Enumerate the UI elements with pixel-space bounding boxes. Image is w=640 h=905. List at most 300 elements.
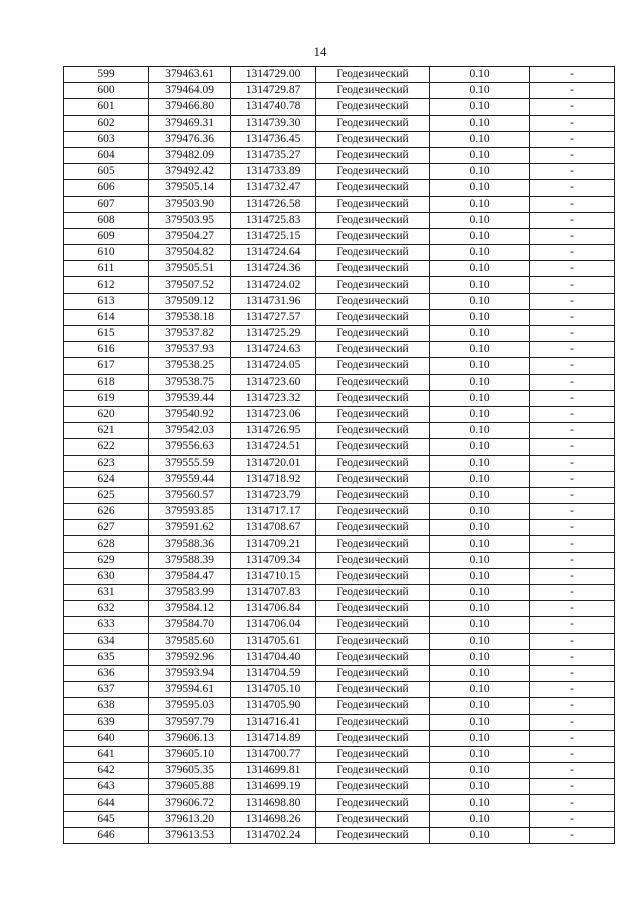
- y-coordinate-cell: 1314704.40: [231, 649, 316, 665]
- table-row: [64, 293, 615, 309]
- note-cell: -: [530, 196, 615, 212]
- accuracy-cell: 0.10: [430, 714, 530, 730]
- x-coordinate-cell: 379560.57: [149, 487, 231, 503]
- accuracy-cell: 0.10: [430, 390, 530, 406]
- y-coordinate-cell: 1314700.77: [231, 746, 316, 762]
- method-cell: Геодезический: [316, 309, 430, 325]
- point-number-cell: 607: [64, 196, 149, 212]
- table-row: [64, 261, 615, 277]
- method-cell: Геодезический: [316, 245, 430, 261]
- method-cell: Геодезический: [316, 811, 430, 827]
- x-coordinate-cell: 379593.85: [149, 504, 231, 520]
- y-coordinate-cell: 1314705.10: [231, 682, 316, 698]
- note-cell: -: [530, 698, 615, 714]
- method-cell: Геодезический: [316, 763, 430, 779]
- x-coordinate-cell: 379504.82: [149, 245, 231, 261]
- table-row: [64, 326, 615, 342]
- y-coordinate-cell: 1314702.24: [231, 827, 316, 843]
- x-coordinate-cell: 379584.70: [149, 617, 231, 633]
- y-coordinate-cell: 1314727.57: [231, 309, 316, 325]
- y-coordinate-cell: 1314704.59: [231, 665, 316, 681]
- accuracy-cell: 0.10: [430, 212, 530, 228]
- note-cell: -: [530, 164, 615, 180]
- table-row: [64, 277, 615, 293]
- method-cell: Геодезический: [316, 746, 430, 762]
- x-coordinate-cell: 379585.60: [149, 633, 231, 649]
- point-number-cell: 629: [64, 552, 149, 568]
- method-cell: Геодезический: [316, 682, 430, 698]
- table-row: [64, 633, 615, 649]
- x-coordinate-cell: 379605.88: [149, 779, 231, 795]
- y-coordinate-cell: 1314736.45: [231, 131, 316, 147]
- point-number-cell: 602: [64, 115, 149, 131]
- method-cell: Геодезический: [316, 115, 430, 131]
- accuracy-cell: 0.10: [430, 374, 530, 390]
- table-row: [64, 536, 615, 552]
- accuracy-cell: 0.10: [430, 196, 530, 212]
- accuracy-cell: 0.10: [430, 779, 530, 795]
- point-number-cell: 634: [64, 633, 149, 649]
- y-coordinate-cell: 1314720.01: [231, 455, 316, 471]
- note-cell: -: [530, 827, 615, 843]
- table-row: [64, 682, 615, 698]
- point-number-cell: 630: [64, 568, 149, 584]
- x-coordinate-cell: 379463.61: [149, 67, 231, 83]
- x-coordinate-cell: 379583.99: [149, 585, 231, 601]
- note-cell: -: [530, 147, 615, 163]
- coordinates-table: [63, 66, 615, 844]
- method-cell: Геодезический: [316, 779, 430, 795]
- accuracy-cell: 0.10: [430, 746, 530, 762]
- note-cell: -: [530, 811, 615, 827]
- x-coordinate-cell: 379482.09: [149, 147, 231, 163]
- note-cell: -: [530, 390, 615, 406]
- note-cell: -: [530, 601, 615, 617]
- method-cell: Геодезический: [316, 649, 430, 665]
- point-number-cell: 639: [64, 714, 149, 730]
- x-coordinate-cell: 379537.82: [149, 326, 231, 342]
- note-cell: -: [530, 277, 615, 293]
- y-coordinate-cell: 1314698.26: [231, 811, 316, 827]
- method-cell: Геодезический: [316, 99, 430, 115]
- y-coordinate-cell: 1314724.64: [231, 245, 316, 261]
- page-number: 14: [313, 44, 327, 59]
- method-cell: Геодезический: [316, 390, 430, 406]
- accuracy-cell: 0.10: [430, 730, 530, 746]
- point-number-cell: 599: [64, 67, 149, 83]
- method-cell: Геодезический: [316, 585, 430, 601]
- accuracy-cell: 0.10: [430, 115, 530, 131]
- y-coordinate-cell: 1314705.90: [231, 698, 316, 714]
- accuracy-cell: 0.10: [430, 552, 530, 568]
- table-row: [64, 665, 615, 681]
- x-coordinate-cell: 379593.94: [149, 665, 231, 681]
- method-cell: Геодезический: [316, 406, 430, 422]
- y-coordinate-cell: 1314733.89: [231, 164, 316, 180]
- note-cell: -: [530, 439, 615, 455]
- point-number-cell: 616: [64, 342, 149, 358]
- method-cell: Геодезический: [316, 504, 430, 520]
- point-number-cell: 601: [64, 99, 149, 115]
- point-number-cell: 633: [64, 617, 149, 633]
- accuracy-cell: 0.10: [430, 568, 530, 584]
- table-row: [64, 552, 615, 568]
- note-cell: -: [530, 504, 615, 520]
- method-cell: Геодезический: [316, 439, 430, 455]
- table-row: [64, 730, 615, 746]
- table-row: [64, 617, 615, 633]
- table-row: [64, 439, 615, 455]
- note-cell: -: [530, 682, 615, 698]
- x-coordinate-cell: 379613.20: [149, 811, 231, 827]
- y-coordinate-cell: 1314729.00: [231, 67, 316, 83]
- point-number-cell: 625: [64, 487, 149, 503]
- table-row: [64, 406, 615, 422]
- table-row: [64, 67, 615, 83]
- table-row: [64, 520, 615, 536]
- y-coordinate-cell: 1314725.83: [231, 212, 316, 228]
- y-coordinate-cell: 1314716.41: [231, 714, 316, 730]
- y-coordinate-cell: 1314723.79: [231, 487, 316, 503]
- y-coordinate-cell: 1314731.96: [231, 293, 316, 309]
- x-coordinate-cell: 379505.51: [149, 261, 231, 277]
- accuracy-cell: 0.10: [430, 487, 530, 503]
- x-coordinate-cell: 379559.44: [149, 471, 231, 487]
- note-cell: -: [530, 212, 615, 228]
- table-row: [64, 763, 615, 779]
- table-row: [64, 423, 615, 439]
- table-row: [64, 698, 615, 714]
- method-cell: Геодезический: [316, 277, 430, 293]
- note-cell: -: [530, 293, 615, 309]
- y-coordinate-cell: 1314724.63: [231, 342, 316, 358]
- y-coordinate-cell: 1314723.32: [231, 390, 316, 406]
- note-cell: -: [530, 520, 615, 536]
- table-row: [64, 115, 615, 131]
- method-cell: Геодезический: [316, 536, 430, 552]
- point-number-cell: 631: [64, 585, 149, 601]
- y-coordinate-cell: 1314699.19: [231, 779, 316, 795]
- note-cell: -: [530, 131, 615, 147]
- method-cell: Геодезический: [316, 374, 430, 390]
- point-number-cell: 624: [64, 471, 149, 487]
- x-coordinate-cell: 379538.25: [149, 358, 231, 374]
- note-cell: -: [530, 649, 615, 665]
- accuracy-cell: 0.10: [430, 698, 530, 714]
- table-row: [64, 390, 615, 406]
- table-row: [64, 568, 615, 584]
- accuracy-cell: 0.10: [430, 131, 530, 147]
- note-cell: -: [530, 245, 615, 261]
- point-number-cell: 612: [64, 277, 149, 293]
- y-coordinate-cell: 1314735.27: [231, 147, 316, 163]
- point-number-cell: 646: [64, 827, 149, 843]
- y-coordinate-cell: 1314732.47: [231, 180, 316, 196]
- x-coordinate-cell: 379584.47: [149, 568, 231, 584]
- point-number-cell: 645: [64, 811, 149, 827]
- point-number-cell: 609: [64, 228, 149, 244]
- y-coordinate-cell: 1314725.15: [231, 228, 316, 244]
- accuracy-cell: 0.10: [430, 326, 530, 342]
- accuracy-cell: 0.10: [430, 585, 530, 601]
- y-coordinate-cell: 1314698.80: [231, 795, 316, 811]
- table-row: [64, 164, 615, 180]
- x-coordinate-cell: 379476.36: [149, 131, 231, 147]
- accuracy-cell: 0.10: [430, 245, 530, 261]
- method-cell: Геодезический: [316, 196, 430, 212]
- accuracy-cell: 0.10: [430, 423, 530, 439]
- x-coordinate-cell: 379588.36: [149, 536, 231, 552]
- accuracy-cell: 0.10: [430, 342, 530, 358]
- accuracy-cell: 0.10: [430, 811, 530, 827]
- method-cell: Геодезический: [316, 67, 430, 83]
- accuracy-cell: 0.10: [430, 83, 530, 99]
- point-number-cell: 614: [64, 309, 149, 325]
- y-coordinate-cell: 1314729.87: [231, 83, 316, 99]
- point-number-cell: 613: [64, 293, 149, 309]
- accuracy-cell: 0.10: [430, 164, 530, 180]
- x-coordinate-cell: 379613.53: [149, 827, 231, 843]
- x-coordinate-cell: 379542.03: [149, 423, 231, 439]
- point-number-cell: 600: [64, 83, 149, 99]
- y-coordinate-cell: 1314723.60: [231, 374, 316, 390]
- point-number-cell: 603: [64, 131, 149, 147]
- x-coordinate-cell: 379538.75: [149, 374, 231, 390]
- method-cell: Геодезический: [316, 552, 430, 568]
- accuracy-cell: 0.10: [430, 601, 530, 617]
- table-row: [64, 147, 615, 163]
- y-coordinate-cell: 1314706.84: [231, 601, 316, 617]
- x-coordinate-cell: 379537.93: [149, 342, 231, 358]
- note-cell: -: [530, 83, 615, 99]
- x-coordinate-cell: 379503.95: [149, 212, 231, 228]
- accuracy-cell: 0.10: [430, 649, 530, 665]
- point-number-cell: 636: [64, 665, 149, 681]
- accuracy-cell: 0.10: [430, 99, 530, 115]
- point-number-cell: 643: [64, 779, 149, 795]
- y-coordinate-cell: 1314705.61: [231, 633, 316, 649]
- note-cell: -: [530, 487, 615, 503]
- note-cell: -: [530, 309, 615, 325]
- note-cell: -: [530, 552, 615, 568]
- note-cell: -: [530, 261, 615, 277]
- note-cell: -: [530, 342, 615, 358]
- y-coordinate-cell: 1314708.67: [231, 520, 316, 536]
- x-coordinate-cell: 379507.52: [149, 277, 231, 293]
- note-cell: -: [530, 180, 615, 196]
- table-row: [64, 601, 615, 617]
- x-coordinate-cell: 379606.72: [149, 795, 231, 811]
- table-row: [64, 455, 615, 471]
- method-cell: Геодезический: [316, 698, 430, 714]
- method-cell: Геодезический: [316, 633, 430, 649]
- accuracy-cell: 0.10: [430, 406, 530, 422]
- x-coordinate-cell: 379466.80: [149, 99, 231, 115]
- method-cell: Геодезический: [316, 455, 430, 471]
- table-row: [64, 245, 615, 261]
- note-cell: -: [530, 423, 615, 439]
- table-row: [64, 795, 615, 811]
- point-number-cell: 628: [64, 536, 149, 552]
- note-cell: -: [530, 730, 615, 746]
- point-number-cell: 641: [64, 746, 149, 762]
- point-number-cell: 605: [64, 164, 149, 180]
- table-row: [64, 374, 615, 390]
- table-row: [64, 342, 615, 358]
- point-number-cell: 610: [64, 245, 149, 261]
- x-coordinate-cell: 379538.18: [149, 309, 231, 325]
- note-cell: -: [530, 326, 615, 342]
- note-cell: -: [530, 746, 615, 762]
- table-row: [64, 827, 615, 843]
- table-row: [64, 196, 615, 212]
- method-cell: Геодезический: [316, 795, 430, 811]
- method-cell: Геодезический: [316, 293, 430, 309]
- x-coordinate-cell: 379469.31: [149, 115, 231, 131]
- point-number-cell: 618: [64, 374, 149, 390]
- accuracy-cell: 0.10: [430, 504, 530, 520]
- method-cell: Геодезический: [316, 568, 430, 584]
- accuracy-cell: 0.10: [430, 439, 530, 455]
- table-body: [64, 67, 615, 844]
- note-cell: -: [530, 536, 615, 552]
- note-cell: -: [530, 714, 615, 730]
- y-coordinate-cell: 1314740.78: [231, 99, 316, 115]
- y-coordinate-cell: 1314709.34: [231, 552, 316, 568]
- point-number-cell: 617: [64, 358, 149, 374]
- y-coordinate-cell: 1314717.17: [231, 504, 316, 520]
- point-number-cell: 608: [64, 212, 149, 228]
- x-coordinate-cell: 379555.59: [149, 455, 231, 471]
- accuracy-cell: 0.10: [430, 682, 530, 698]
- point-number-cell: 615: [64, 326, 149, 342]
- note-cell: -: [530, 228, 615, 244]
- method-cell: Геодезический: [316, 423, 430, 439]
- point-number-cell: 640: [64, 730, 149, 746]
- x-coordinate-cell: 379584.12: [149, 601, 231, 617]
- x-coordinate-cell: 379605.35: [149, 763, 231, 779]
- table-row: [64, 487, 615, 503]
- table-row: [64, 309, 615, 325]
- accuracy-cell: 0.10: [430, 617, 530, 633]
- point-number-cell: 638: [64, 698, 149, 714]
- x-coordinate-cell: 379591.62: [149, 520, 231, 536]
- method-cell: Геодезический: [316, 471, 430, 487]
- accuracy-cell: 0.10: [430, 277, 530, 293]
- table-row: [64, 585, 615, 601]
- accuracy-cell: 0.10: [430, 358, 530, 374]
- note-cell: -: [530, 665, 615, 681]
- accuracy-cell: 0.10: [430, 228, 530, 244]
- y-coordinate-cell: 1314726.95: [231, 423, 316, 439]
- point-number-cell: 644: [64, 795, 149, 811]
- note-cell: -: [530, 471, 615, 487]
- y-coordinate-cell: 1314709.21: [231, 536, 316, 552]
- point-number-cell: 642: [64, 763, 149, 779]
- y-coordinate-cell: 1314707.83: [231, 585, 316, 601]
- point-number-cell: 621: [64, 423, 149, 439]
- y-coordinate-cell: 1314714.89: [231, 730, 316, 746]
- y-coordinate-cell: 1314724.02: [231, 277, 316, 293]
- method-cell: Геодезический: [316, 261, 430, 277]
- note-cell: -: [530, 763, 615, 779]
- method-cell: Геодезический: [316, 83, 430, 99]
- method-cell: Геодезический: [316, 326, 430, 342]
- x-coordinate-cell: 379503.90: [149, 196, 231, 212]
- x-coordinate-cell: 379539.44: [149, 390, 231, 406]
- x-coordinate-cell: 379588.39: [149, 552, 231, 568]
- y-coordinate-cell: 1314699.81: [231, 763, 316, 779]
- x-coordinate-cell: 379597.79: [149, 714, 231, 730]
- point-number-cell: 619: [64, 390, 149, 406]
- method-cell: Геодезический: [316, 520, 430, 536]
- accuracy-cell: 0.10: [430, 261, 530, 277]
- point-number-cell: 635: [64, 649, 149, 665]
- x-coordinate-cell: 379556.63: [149, 439, 231, 455]
- table-row: [64, 649, 615, 665]
- method-cell: Геодезический: [316, 228, 430, 244]
- x-coordinate-cell: 379595.03: [149, 698, 231, 714]
- point-number-cell: 606: [64, 180, 149, 196]
- table-row: [64, 131, 615, 147]
- x-coordinate-cell: 379464.09: [149, 83, 231, 99]
- point-number-cell: 604: [64, 147, 149, 163]
- x-coordinate-cell: 379605.10: [149, 746, 231, 762]
- point-number-cell: 623: [64, 455, 149, 471]
- point-number-cell: 622: [64, 439, 149, 455]
- method-cell: Геодезический: [316, 714, 430, 730]
- y-coordinate-cell: 1314739.30: [231, 115, 316, 131]
- table-row: [64, 212, 615, 228]
- method-cell: Геодезический: [316, 131, 430, 147]
- note-cell: -: [530, 67, 615, 83]
- method-cell: Геодезический: [316, 180, 430, 196]
- y-coordinate-cell: 1314718.92: [231, 471, 316, 487]
- note-cell: -: [530, 455, 615, 471]
- note-cell: -: [530, 406, 615, 422]
- table-row: [64, 358, 615, 374]
- accuracy-cell: 0.10: [430, 827, 530, 843]
- note-cell: -: [530, 568, 615, 584]
- x-coordinate-cell: 379504.27: [149, 228, 231, 244]
- y-coordinate-cell: 1314724.05: [231, 358, 316, 374]
- method-cell: Геодезический: [316, 147, 430, 163]
- accuracy-cell: 0.10: [430, 67, 530, 83]
- note-cell: -: [530, 358, 615, 374]
- y-coordinate-cell: 1314726.58: [231, 196, 316, 212]
- x-coordinate-cell: 379509.12: [149, 293, 231, 309]
- y-coordinate-cell: 1314710.15: [231, 568, 316, 584]
- accuracy-cell: 0.10: [430, 147, 530, 163]
- method-cell: Геодезический: [316, 665, 430, 681]
- point-number-cell: 620: [64, 406, 149, 422]
- accuracy-cell: 0.10: [430, 309, 530, 325]
- table-row: [64, 83, 615, 99]
- method-cell: Геодезический: [316, 827, 430, 843]
- x-coordinate-cell: 379540.92: [149, 406, 231, 422]
- x-coordinate-cell: 379592.96: [149, 649, 231, 665]
- accuracy-cell: 0.10: [430, 763, 530, 779]
- method-cell: Геодезический: [316, 164, 430, 180]
- accuracy-cell: 0.10: [430, 180, 530, 196]
- x-coordinate-cell: 379505.14: [149, 180, 231, 196]
- y-coordinate-cell: 1314706.04: [231, 617, 316, 633]
- method-cell: Геодезический: [316, 601, 430, 617]
- x-coordinate-cell: 379594.61: [149, 682, 231, 698]
- x-coordinate-cell: 379606.13: [149, 730, 231, 746]
- point-number-cell: 626: [64, 504, 149, 520]
- accuracy-cell: 0.10: [430, 665, 530, 681]
